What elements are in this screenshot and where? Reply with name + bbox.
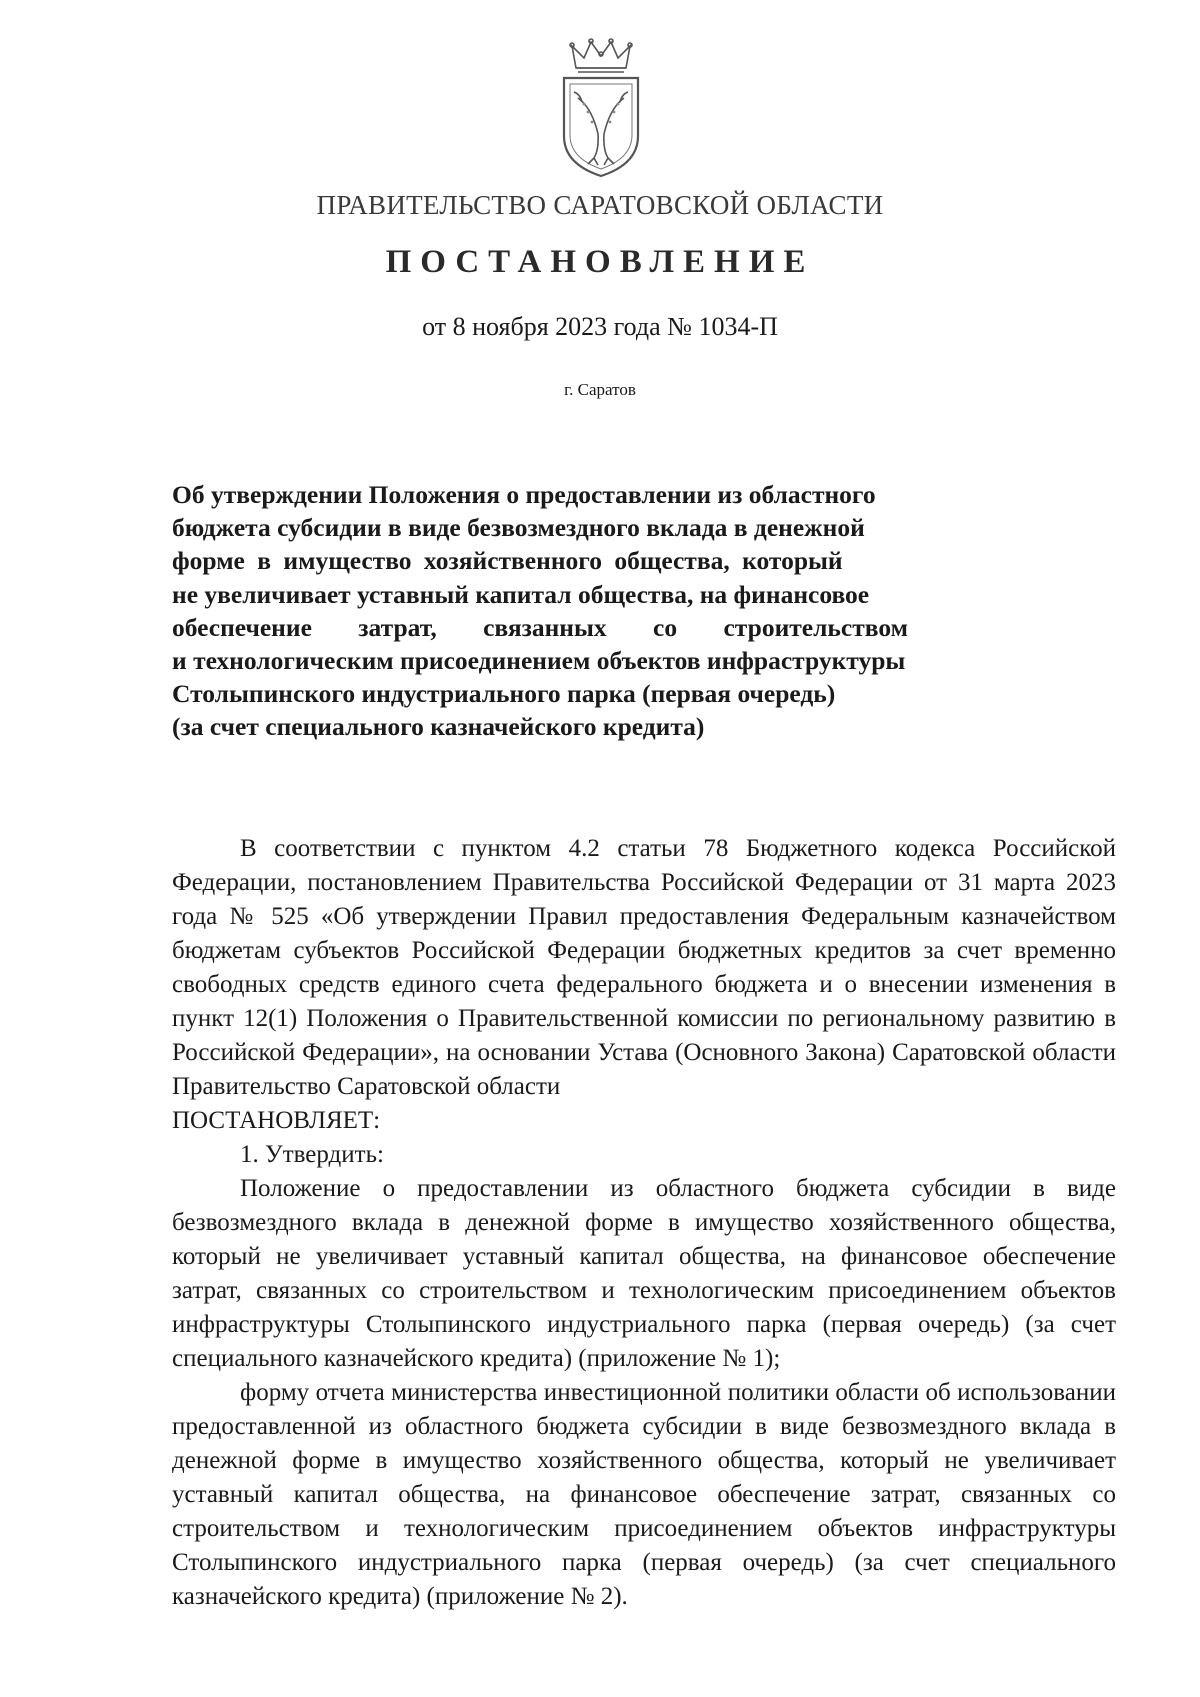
document-title xyxy=(172,478,916,744)
title-line: Столыпинского индустриального парка (первая очередь) xyxy=(172,679,836,709)
coat-of-arms-icon xyxy=(558,38,644,178)
document-city: г. Саратов xyxy=(564,380,636,399)
item-1-position: Положение о предоставлении из областного бюджета субсидии в виде безвозмездного вклада в денежной форме в имущество хозяйственного общества, который не увеличивает уставный капитал общества, на финансовое обеспечение затрат, связанных со строительством и технологическим присоединением объектов инфраструктуры Столыпинского индустриального парка (первая очередь) (за счет специального казначейского кредита) (приложение № 1); xyxy=(172,1175,1116,1372)
document-body xyxy=(172,832,1116,1614)
title-line: и технологическим присоединением объектов инфраструктуры xyxy=(172,646,906,676)
document-type: ПОСТАНОВЛЕНИЕ xyxy=(385,244,815,280)
resolves-keyword: ПОСТАНОВЛЯЕТ: xyxy=(172,1107,381,1134)
title-line: бюджета субсидии в виде безвозмездного вклада в денежной xyxy=(172,513,865,543)
title-line: Об утверждении Положения о предоставлении из областного xyxy=(172,480,876,509)
title-line: обеспечение затрат, связанных со строительством xyxy=(172,612,908,642)
government-name: ПРАВИТЕЛЬСТВО САРАТОВСКОЙ ОБЛАСТИ xyxy=(316,190,884,220)
title-line: (за счет специального казначейского кредита) xyxy=(172,712,705,742)
title-line: не увеличивает уставный капитал общества, на финансовое xyxy=(172,579,870,609)
document-date-number: от 8 ноября 2023 года № 1034-П xyxy=(422,312,778,341)
item-1-report-form: форму отчета министерства инвестиционной политики области об использовании предоставленной из областного бюджета субсидии в виде безвозмездного вклада в денежной форме в имущество хозяйственного общества, который не увеличивает уставный капитал общества, на финансовое обеспечение затрат, связанных со строительством и технологическим присоединением объектов инфраструктуры Столыпинского индустриального парка (первая очередь) (за счет специального казначейского кредита) (приложение № 2). xyxy=(172,1379,1116,1610)
item-1: 1. Утвердить: xyxy=(240,1141,384,1168)
preamble-paragraph: В соответствии с пунктом 4.2 статьи 78 Бюджетного кодекса Российской Федерации, постановлением Правительства Российской Федерации от 31 марта 2023 года № 525 «Об утверждении Правил предоставления Федеральным казначейством бюджетам субъектов Российской Федерации бюджетных кредитов за счет временно свободных средств единого счета федерального бюджета и о внесении изменения в пункт 12(1) Положения о Правительственной комиссии по региональному развитию в Российской Федерации», на основании Устава (Основного Закона) Саратовской области Правительство Саратовской области xyxy=(172,835,1116,1100)
title-line: форме в имущество хозяйственного общества, который xyxy=(172,546,843,576)
